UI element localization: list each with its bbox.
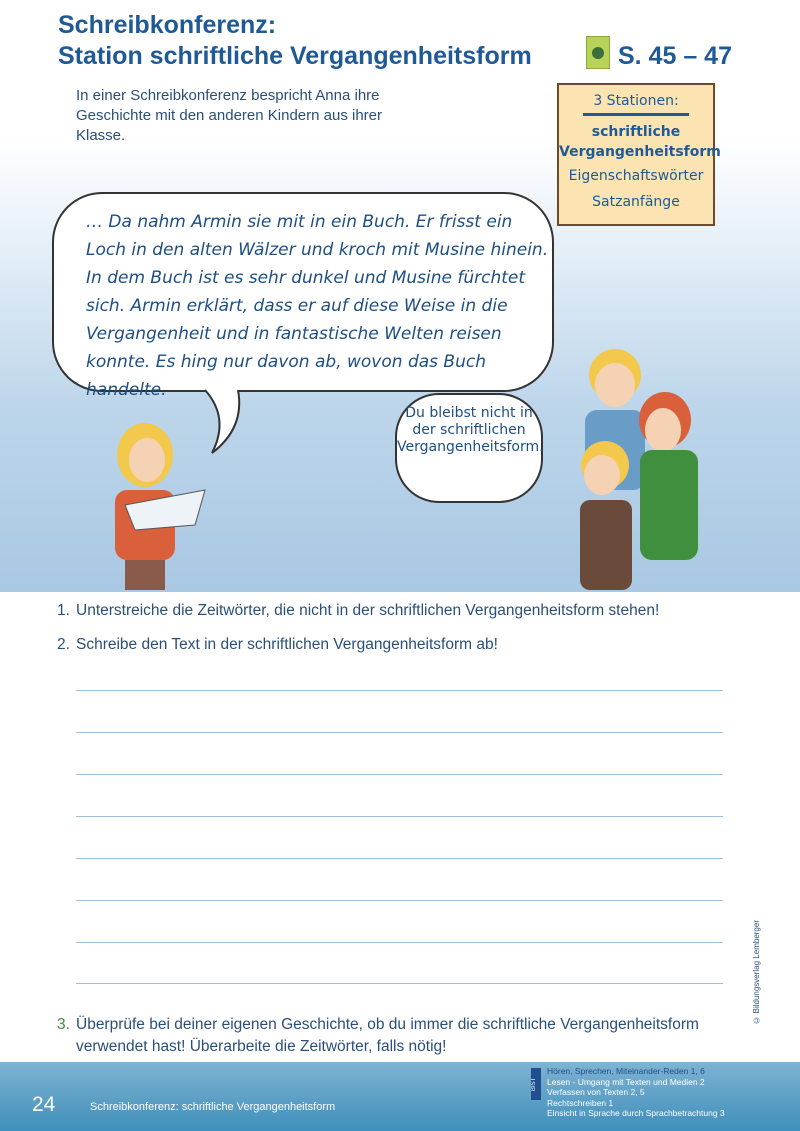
writing-line[interactable] [76,690,723,691]
writing-line[interactable] [76,983,723,984]
task-number: 2. [57,636,70,653]
task-number: 3. [57,1016,70,1033]
footer-title: Schreibkonferenz: schriftliche Vergangenheitsform [90,1101,336,1113]
title-line-2: Station schriftliche Vergangenheitsform [58,42,532,70]
writing-line[interactable] [76,816,723,817]
book-icon [586,36,610,69]
task-number: 1. [57,602,70,619]
station-item: schriftliche Vergangenheitsform [559,124,721,160]
task-2 [57,634,498,656]
intro-text: In einer Schreibkonferenz bespricht Anna ihre Geschichte mit den anderen Kindern aus ihrer Klasse. [76,87,383,144]
title-line-1: Schreibkonferenz: [58,11,277,39]
standards-list [547,1066,725,1119]
stations-note [557,83,721,226]
story-text: … Da nahm Armin sie mit in ein Buch. Er frisst ein Loch in den alten Wälzer und kroch mit Musine hinein. In dem Buch ist es sehr dunkel und Musine fürchtet sich. Armin erklärt, dass er auf diese Weise in die Vergangenheit und in fantastische Welten reisen konnte. Es hing nur davon ab, wovon das Buch handelte. [86,212,549,400]
stations-heading: 3 Stationen: [593,93,679,109]
writing-line[interactable] [76,858,723,859]
standard-item: Lesen - Umgang mit Texten und Medien 2 [547,1076,705,1087]
task-text: Unterstreiche die Zeitwörter, die nicht in der schriftlichen Vergangenheitsform stehen! [76,602,660,619]
writing-line[interactable] [76,732,723,733]
bist-label: BIST [531,1068,541,1100]
task-1 [57,600,659,622]
station-item: Eigenschaftswörter [568,168,704,184]
story-speech-bubble [52,192,554,400]
reply-text: Du bleibst nicht in der schriftlichen Vergangenheitsform. [397,405,544,455]
station-item: Satzanfänge [592,194,680,210]
standard-item: Rechtschreiben 1 [547,1097,614,1108]
standard-item: Hören, Sprechen, Miteinander-Reden 1, 6 [547,1066,705,1076]
girl-anna-illustration [85,410,225,590]
divider [583,113,689,116]
writing-line[interactable] [76,774,723,775]
page-number: 24 [32,1093,56,1116]
page-reference: S. 45 – 47 [618,42,732,70]
reply-speech-bubble [395,393,543,503]
boys-illustration [560,345,710,590]
writing-line[interactable] [76,900,723,901]
task-text: Schreibe den Text in der schriftlichen Vergangenheitsform ab! [76,636,498,653]
writing-line[interactable] [76,942,723,943]
task-text: Überprüfe bei deiner eigenen Geschichte, ob du immer die schriftliche Vergangenheitsform verwendet hast! Überarbeite die Zeitwörter, falls nötig! [76,1016,699,1055]
standard-item: Verfassen von Texten 2, 5 [547,1087,645,1097]
copyright: © Bildungsverlag Lemberger [752,920,761,1025]
task-3 [57,1014,727,1058]
standard-item: Einsicht in Sprache durch Sprachbetrachtung 3 [547,1108,725,1118]
page-title [58,10,532,72]
